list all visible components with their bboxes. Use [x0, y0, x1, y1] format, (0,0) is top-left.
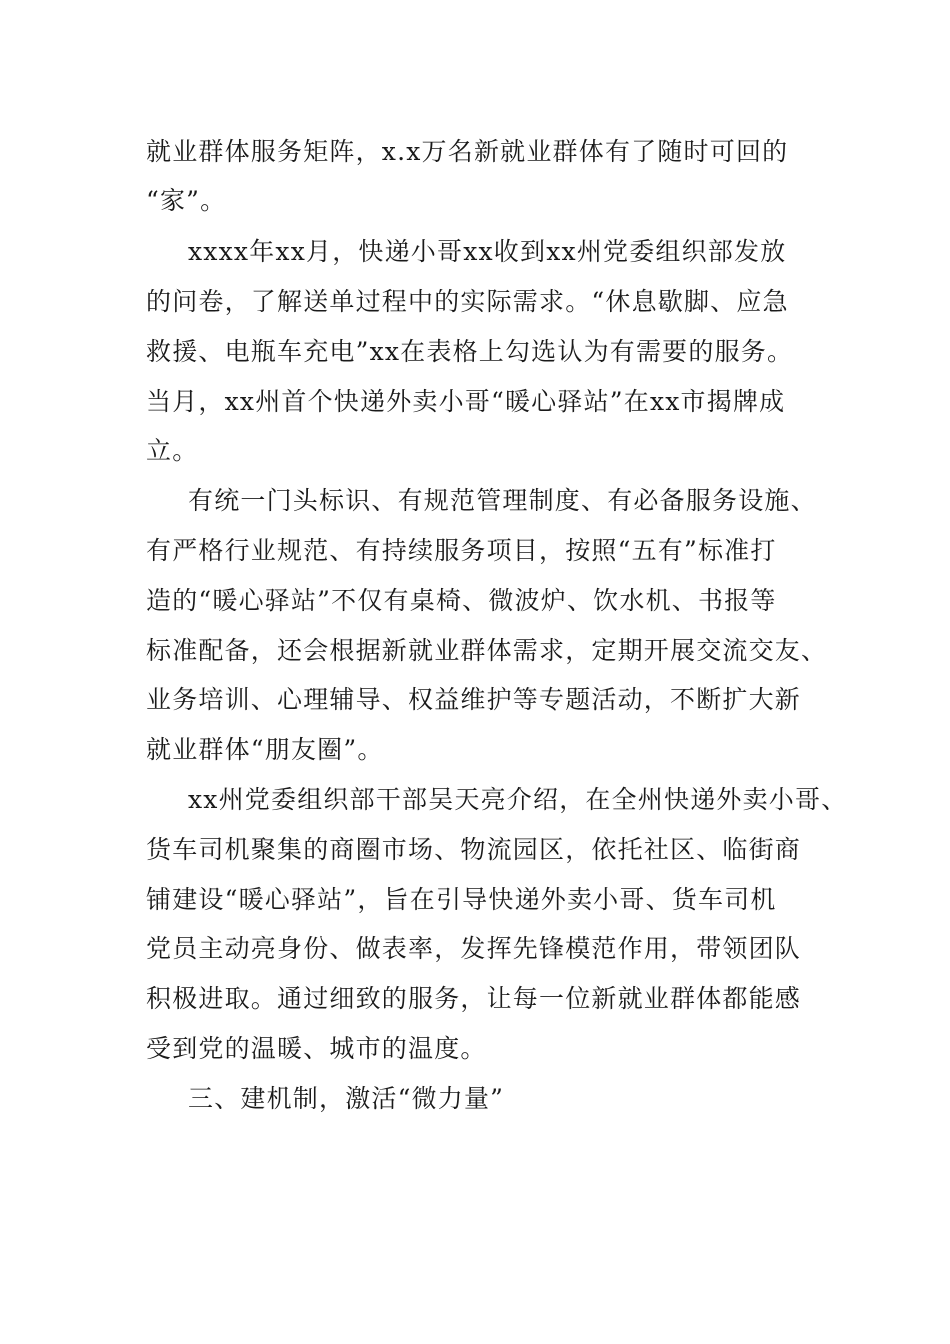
text-line: 有严格行业规范、有持续服务项目，按照“五有”标准打: [146, 536, 777, 565]
text-line: 党员主动亮身份、做表率，发挥先锋模范作用，带领团队: [146, 934, 802, 963]
text-line: 货车司机聚集的商圈市场、物流园区，依托社区、临街商: [146, 835, 802, 864]
text-line: 标准配备，还会根据新就业群体需求，定期开展交流交友、: [146, 636, 828, 665]
text-line: 铺建设“暖心驿站”，旨在引导快递外卖小哥、货车司机: [146, 885, 777, 914]
section-heading: 三、建机制，激活“微力量”: [188, 1084, 505, 1113]
text-line: 的问卷，了解送单过程中的实际需求。“休息歇脚、应急: [146, 287, 789, 316]
text-line: 业务培训、心理辅导、权益维护等专题活动，不断扩大新: [146, 685, 802, 714]
text-line: 救援、电瓶车充电”xx在表格上勾选认为有需要的服务。: [146, 337, 794, 366]
text-line: “家”。: [146, 186, 227, 215]
text-line: 积极进取。通过细致的服务，让每一位新就业群体都能感: [146, 984, 802, 1013]
paragraph-first-line: xx州党委组织部干部吴天亮介绍，在全州快递外卖小哥、: [188, 785, 848, 814]
paragraph-first-line: 有统一门头标识、有规范管理制度、有必备服务设施、: [188, 486, 817, 515]
text-line: 就业群体服务矩阵，x.x万名新就业群体有了随时可回的: [146, 137, 789, 166]
text-line: 立。: [146, 436, 199, 465]
text-line: 当月，xx州首个快递外卖小哥“暖心驿站”在xx市揭牌成: [146, 387, 786, 416]
text-line: 造的“暖心驿站”不仅有桌椅、微波炉、饮水机、书报等: [146, 586, 777, 615]
text-line: 受到党的温暖、城市的温度。: [146, 1034, 487, 1063]
text-line: 就业群体“朋友圈”。: [146, 735, 384, 764]
paragraph-first-line: xxxx年xx月，快递小哥xx收到xx州党委组织部发放: [188, 237, 787, 266]
